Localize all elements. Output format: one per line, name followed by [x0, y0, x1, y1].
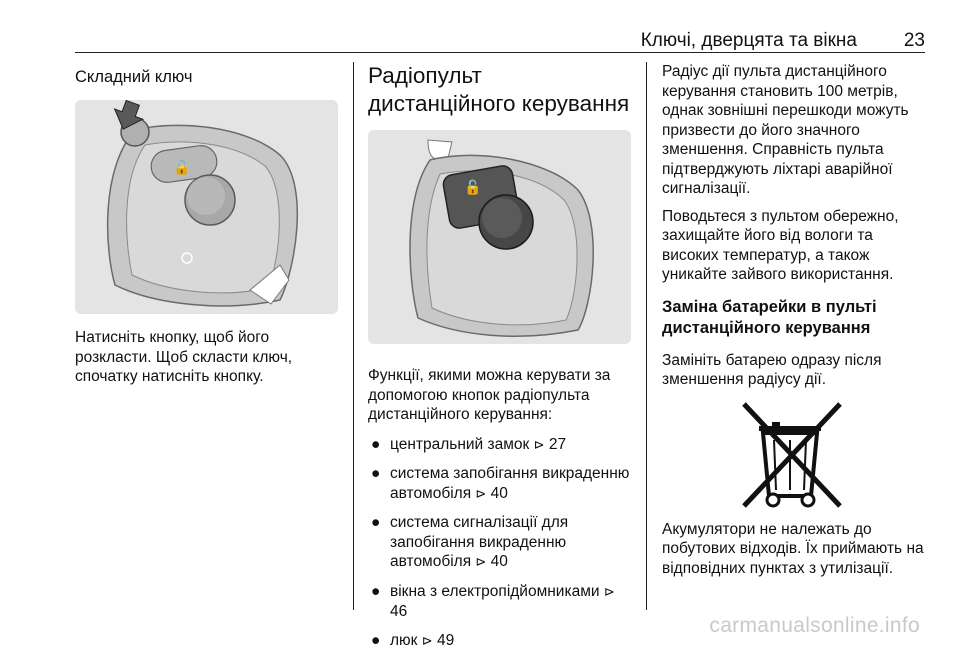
page-ref-icon: ⊳ — [475, 486, 487, 502]
page-ref[interactable]: 46 — [390, 603, 408, 620]
list-item: ● система сигналізації для запобігання викраденню автомобіля ⊳ 40 — [371, 514, 569, 570]
column-range-battery — [662, 62, 927, 578]
crossed-bin-icon — [662, 400, 925, 510]
list-item: ● центральний замок ⊳ 27 — [371, 435, 567, 453]
column-divider — [646, 62, 647, 610]
header-rule — [75, 52, 925, 53]
folding-key-figure — [75, 100, 338, 314]
disposal-paragraph: Акумулятори не належать до побутових відходів. Їх приймають на відповідних пунктах з утилізації. — [662, 520, 924, 577]
section-heading-battery: Заміна батарейки в пульті дистанційного керування — [662, 297, 877, 337]
column-divider — [353, 62, 354, 610]
lock-icon: 🔓 — [173, 160, 191, 176]
battery-paragraph: Замініть батарею одразу після зменшення радіусу дії. — [662, 351, 882, 388]
weee-figure — [662, 400, 927, 510]
care-paragraph: Поводьтеся з пультом обережно, захищайте його від вологи та високих температур, а також уникайте зайвого використання. — [662, 207, 899, 283]
remote-intro: Функції, якими можна керувати за допомогою кнопок радіопульта дистанційного керування: — [368, 367, 611, 423]
section-heading-remote: Радіопульт дистанційного керування — [368, 63, 630, 116]
watermark: carmanualsonline.info — [709, 614, 920, 637]
page-ref-icon: ⊳ — [603, 584, 615, 600]
page-ref[interactable]: 27 — [548, 435, 567, 453]
page-ref-icon: ⊳ — [475, 555, 487, 570]
folding-key-illustration — [75, 100, 338, 314]
range-paragraph: Радіус дії пульта дистанційного керування становить 100 метрів, однак зовнішні перешкоди можуть призвести до його значного зменшення. Справність пульта підтверджують ліхтарі аварійної сигналізації. — [662, 63, 909, 197]
column-folding-key — [75, 62, 340, 387]
page-number: 23 — [903, 30, 925, 51]
page-ref-icon: ⊳ — [421, 633, 433, 649]
page-ref-icon: ⊳ — [533, 437, 545, 453]
list-item: ● система запобігання викраденню автомобіля ⊳ 40 — [371, 465, 630, 502]
list-item: ● вікна з електропідйомниками ⊳ 46 — [371, 582, 615, 620]
page-ref[interactable]: 40 — [490, 484, 508, 502]
page-ref[interactable]: 40 — [490, 553, 508, 570]
page-ref[interactable]: 49 — [436, 631, 455, 649]
page-header — [75, 22, 925, 50]
remote-functions-list — [368, 435, 633, 652]
section-heading-folding-key: Складний ключ — [75, 68, 193, 86]
header-title: Ключі, дверцята та вікна — [640, 30, 857, 51]
lock-icon: 🔓 — [464, 180, 482, 196]
column-remote-control — [368, 62, 633, 660]
list-item: ● люк ⊳ 49 — [371, 631, 455, 649]
remote-key-figure — [368, 130, 631, 344]
folding-key-caption: Натисніть кнопку, щоб його розкласти. Щоб скласти ключ, спочатку натисніть кнопку. — [75, 329, 293, 385]
remote-key-illustration — [368, 130, 631, 344]
